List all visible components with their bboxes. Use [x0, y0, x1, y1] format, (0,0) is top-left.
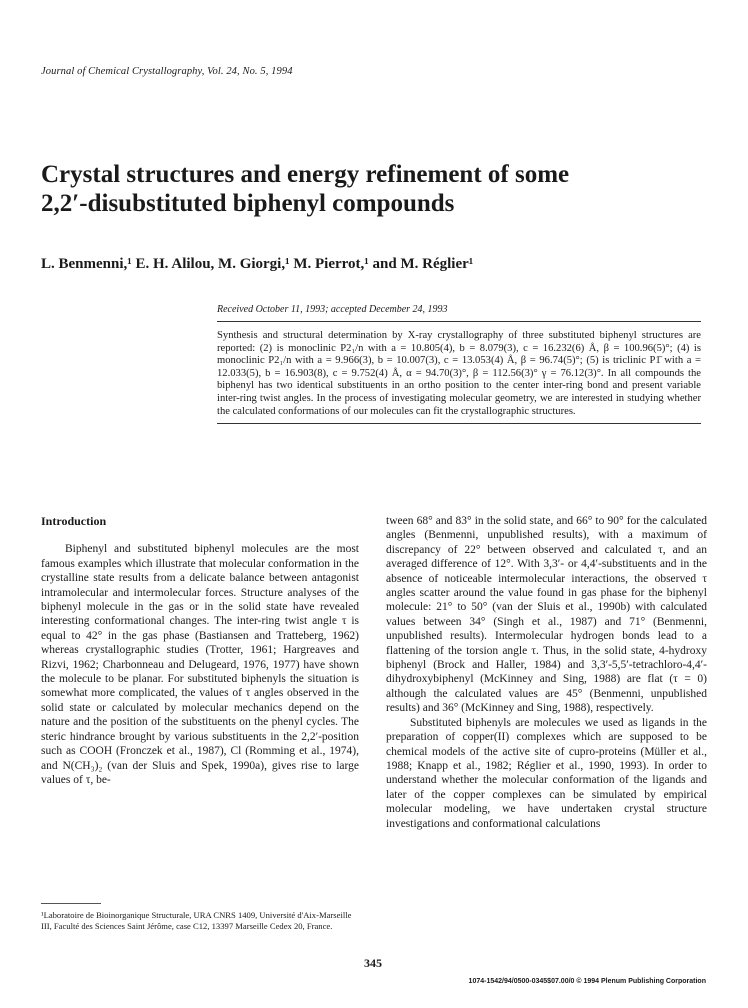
section-heading-introduction: Introduction — [41, 514, 107, 528]
article-title — [41, 160, 701, 218]
body-paragraph: tween 68° and 83° in the solid state, and 66° to 90° for the calculated angles (Benmenni, unpublished results), with a maximum of discrepancy of 22° between observed and calculated τ, and an averaged difference of 12°. With 3,3′- or 4,4′-substituents and in the absence of noticeable intermolecular interactions, the observed τ angles scatter around the value found in gas phase for the biphenyl molecule: 21° to 50° (van der Sluis et al., 1990b) with calculated values between 34° (Singh et al., 1987) and 71° (Benmenni, unpublished results). Intermolecular hydrogen bonds lead to a flattening of the torsion angle τ. Thus, in the solid state, 4-hydroxy biphenyl (Brock and Haller, 1984) and 3,3′-5,5′-tetrachloro-4,4′-dihydroxybiphenyl (McKinney and Sing, 1988) are flat (τ = 0) although the calculated values are 45° (Benmenni, unpublished results) and 36° (McKinney and Sing, 1988), respectively. — [386, 515, 707, 715]
copyright-line: 1074-1542/94/0500-0345$07.00/0 © 1994 Plenum Publishing Corporation — [468, 978, 706, 985]
right-column — [386, 514, 707, 831]
abstract-text: Synthesis and structural determination by X-ray crystallography of three substituted biphenyl structures are reported: (2) is monoclinic P2₁/n with a = 10.805(4), b = 8.079(3), c = 16.232(6) Å, β = 100.96(5)°; (4) is monoclinic P2₁/n with a = 9.966(3), b = 10.007(3), c = 13.053(4) Å, β = 96.74(5)°; (5) is triclinic P1̄ with a = 12.033(5), b = 16.903(8), c = 9.752(4) Å, α = 94.70(3)°, β = 112.56(3)° γ = 76.12(3)°. In all compounds the biphenyl has two identical substituents in an ortho position to the center inter-ring bond and present variable inter-ring twist angles. In the process of investigating molecular geometry, we are interested in studying whether the calculated conformations of our molecules can fit the crystallographic structures. — [217, 330, 701, 424]
affiliation-footnote: ¹Laboratoire de Bioinorganique Structurale, URA CNRS 1409, Université d'Aix-Marseille III, Faculté des Sciences Saint Jérôme, case C12, 13397 Marseille Cedex 20, France. — [41, 910, 352, 931]
running-head: Journal of Chemical Crystallography, Vol. 24, No. 5, 1994 — [41, 66, 293, 77]
abstract-block — [217, 304, 701, 424]
footnote-divider — [41, 903, 101, 904]
article-title-line-2: 2,2′-disubstituted biphenyl compounds — [41, 190, 455, 217]
author-list: L. Benmenni,¹ E. H. Alilou, M. Giorgi,¹ M. Pierrot,¹ and M. Réglier¹ — [41, 256, 474, 272]
body-paragraph: Substituted biphenyls are molecules we used as ligands in the preparation of copper(II) complexes which are supposed to be chemical models of the active site of cupro-proteins (Müller et al., 1988; Knapp et al., 1982; Réglier et al., 1990, 1993). In order to understand whether the molecular conformation of the ligands and later of the copper complexes can be simulated by empirical molecular modeling, we have undertaken crystal structure investigations and conformational calculations — [386, 716, 707, 830]
left-column — [41, 514, 359, 787]
received-dates: Received October 11, 1993; accepted December 24, 1993 — [217, 304, 701, 322]
article-title-line-1: Crystal structures and energy refinement of some — [41, 161, 570, 188]
page-number: 345 — [364, 956, 382, 970]
body-paragraph: Biphenyl and substituted biphenyl molecules are the most famous examples which illustrate that molecular conformation in the crystalline state results from a delicate balance between antagonist intramolecular and intermolecular forces. Structure analyses of the biphenyl molecule in the gas or in the solid state have revealed interesting conformational changes. The inter-ring twist angle τ is equal to 42° in the gas phase (Bastiansen and Tratteberg, 1962) whereas crystallographic studies (Trotter, 1961; Hargreaves and Rizvi, 1962; Charbonneau and Delugeard, 1976, 1977) have shown the molecule to be planar. For substituted biphenyls the situation is somewhat more complicated, the values of τ angles observed in the solid state or calculated by molecular mechanics depend on the nature and the position of the substituents on the phenyl cycles. The steric hindrance brought by various substituents in the 2,2′-position such as COOH (Fronczek et al., 1987), Cl (Romming et al., 1974), and N(CH₃)₂ (van der Sluis and Spek, 1990a), gives rise to large values of τ, be- — [41, 543, 359, 786]
